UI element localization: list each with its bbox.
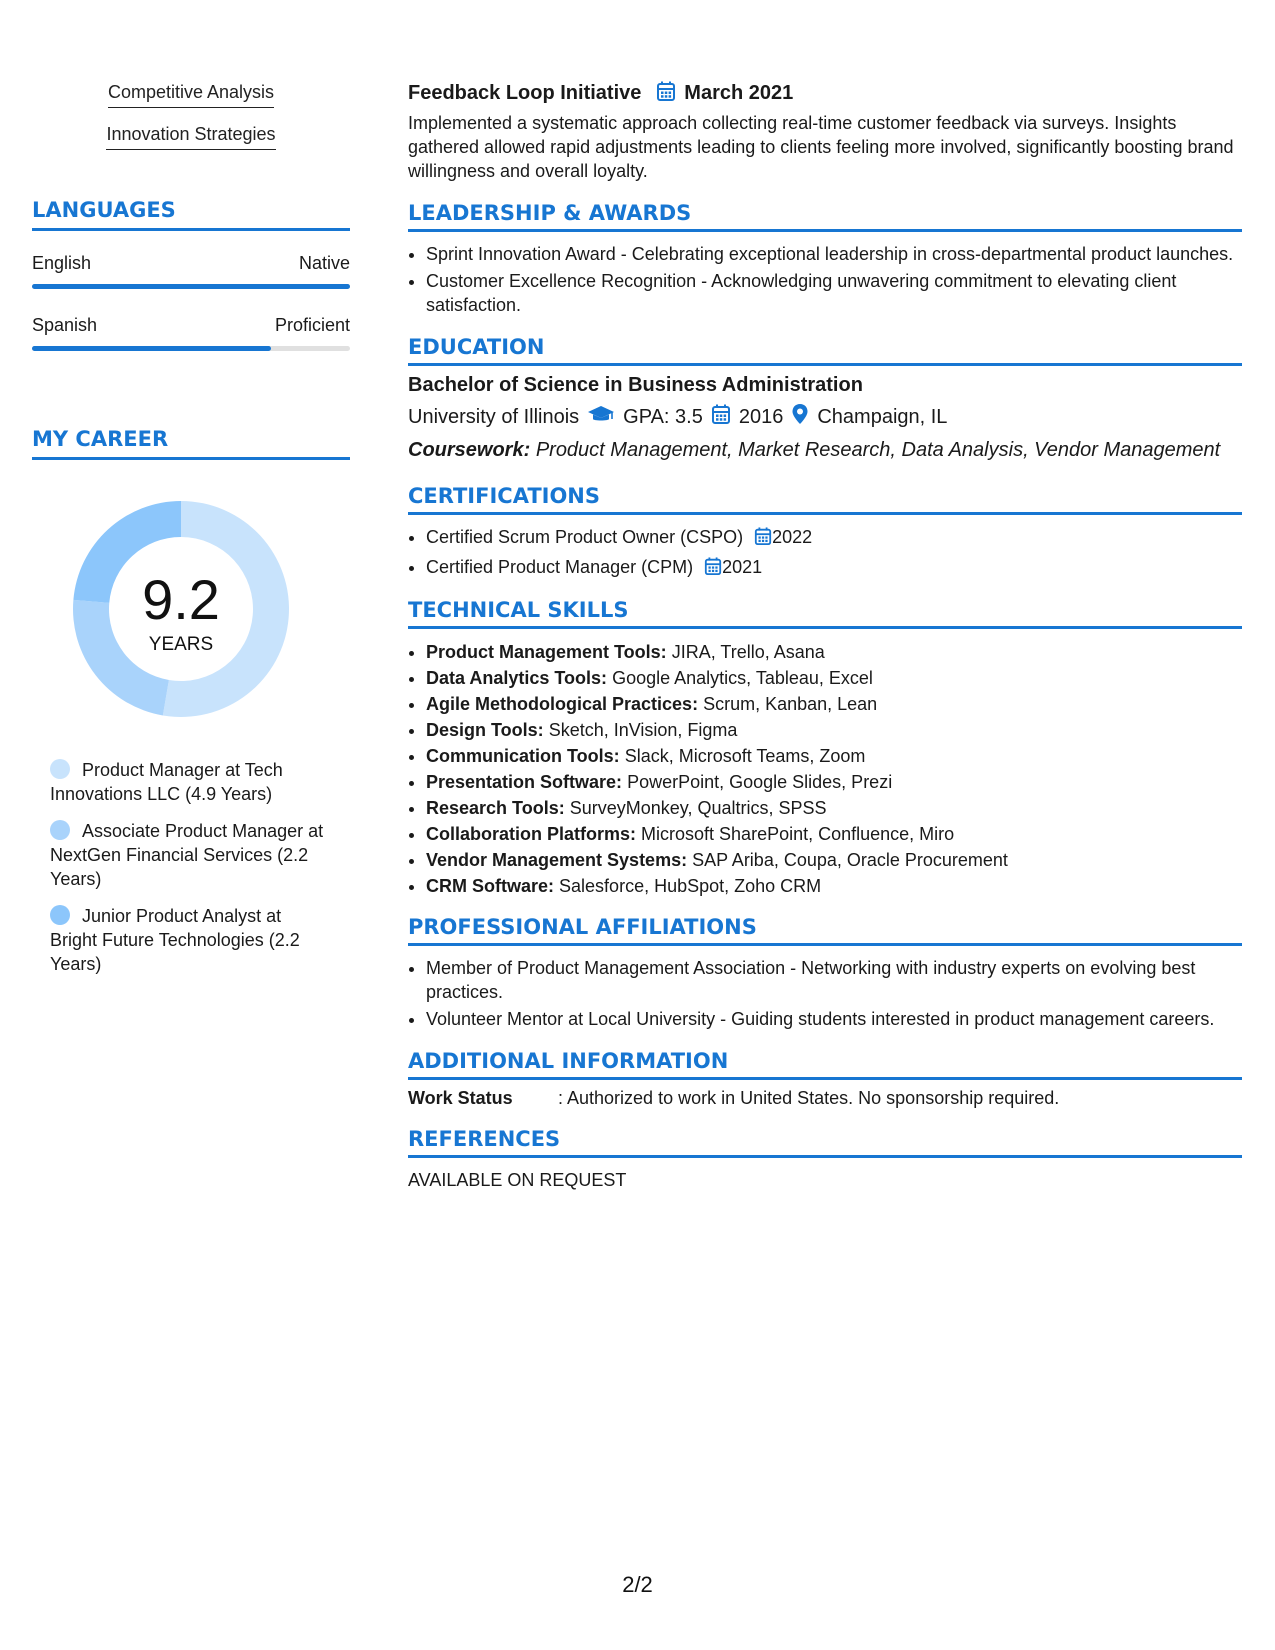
skill-values: Sketch, InVision, Figma — [548, 720, 738, 740]
graduation-year: 2016 — [738, 405, 784, 428]
affiliations-heading: PROFESSIONAL AFFILIATIONS — [408, 915, 1242, 946]
skill-category: Presentation Software: — [426, 772, 623, 792]
map-pin-icon — [791, 403, 809, 431]
education-location: Champaign, IL — [817, 405, 948, 428]
languages-heading: LANGUAGES — [32, 198, 350, 231]
language-level: Native — [298, 253, 350, 273]
certification-name: Certified Scrum Product Owner (CSPO) — [426, 527, 744, 547]
list-item: • Member of Product Management Association - Networking with industry experts on evolving best practices. — [426, 956, 1242, 1004]
references-text: AVAILABLE ON REQUEST — [408, 1170, 627, 1190]
skill-values: Microsoft SharePoint, Confluence, Miro — [641, 824, 955, 844]
skill-item — [426, 769, 1242, 795]
language-proficiency-bar — [32, 346, 350, 351]
career-legend-item — [50, 758, 325, 806]
calendar-icon — [754, 526, 772, 552]
skill-category: CRM Software: — [426, 876, 555, 896]
certification-year: 2021 — [722, 557, 763, 577]
skill-category: Data Analytics Tools: — [426, 668, 608, 688]
page-number: 2/2 — [622, 1572, 653, 1597]
career-heading: MY CAREER — [32, 427, 350, 460]
career-total-years: 9.2 — [142, 568, 220, 631]
language-level: Proficient — [274, 315, 350, 335]
skill-values: Google Analytics, Tableau, Excel — [612, 668, 873, 688]
project-entry — [408, 80, 1242, 183]
skill-item — [426, 665, 1242, 691]
skill-item — [426, 873, 1242, 899]
coursework-list: Product Management, Market Research, Data Analysis, Vendor Management — [535, 439, 1221, 461]
language-item — [32, 253, 350, 289]
skill-tag: Innovation Strategies — [106, 124, 275, 150]
coursework — [408, 439, 1242, 462]
certifications-heading: CERTIFICATIONS — [408, 484, 1242, 515]
calendar-icon — [704, 556, 722, 582]
skill-category: Agile Methodological Practices: — [426, 694, 699, 714]
list-item: • Volunteer Mentor at Local University - Guiding students interested in product management careers. — [426, 1007, 1242, 1031]
skill-category: Research Tools: — [426, 798, 565, 818]
career-role-label: Junior Product Analyst at Bright Future Technologies (2.2 Years) — [50, 906, 300, 974]
language-proficiency-fill — [32, 284, 350, 289]
additional-info-heading: ADDITIONAL INFORMATION — [408, 1049, 1242, 1080]
project-title: Feedback Loop Initiative — [408, 82, 642, 104]
career-donut-chart — [66, 494, 296, 724]
career-role-label: Associate Product Manager at NextGen Financial Services (2.2 Years) — [50, 821, 324, 889]
graduation-cap-icon — [587, 404, 615, 430]
references-heading: REFERENCES — [408, 1127, 1242, 1158]
language-name: Spanish — [32, 315, 98, 335]
skill-values: Scrum, Kanban, Lean — [703, 694, 878, 714]
leadership-heading: LEADERSHIP & AWARDS — [408, 201, 1242, 232]
skill-item — [426, 821, 1242, 847]
list-item — [426, 555, 1242, 582]
list-item — [426, 525, 1242, 552]
skill-item — [426, 743, 1242, 769]
language-name: English — [32, 253, 92, 273]
project-description: Implemented a systematic approach collecting real-time customer feedback via surveys. Insights gathered allowed rapid adjustments leading to clients feeling more involved, significantly boosting brand willingness and overall loyalty. — [408, 113, 1234, 181]
skill-category: Vendor Management Systems: — [426, 850, 688, 870]
skill-item — [426, 847, 1242, 873]
skill-values: PowerPoint, Google Slides, Prezi — [627, 772, 893, 792]
skill-category: Collaboration Platforms: — [426, 824, 637, 844]
skill-tag: Competitive Analysis — [108, 82, 274, 108]
skill-values: SurveyMonkey, Qualtrics, SPSS — [569, 798, 827, 818]
legend-dot — [50, 759, 70, 779]
degree-title: Bachelor of Science in Business Administration — [408, 374, 863, 396]
sidebar — [32, 82, 350, 989]
legend-dot — [50, 820, 70, 840]
technical-skills-heading: TECHNICAL SKILLS — [408, 598, 1242, 629]
legend-dot — [50, 905, 70, 925]
school-name: University of Illinois — [408, 405, 580, 428]
gpa: GPA: 3.5 — [623, 405, 703, 428]
project-date: March 2021 — [684, 82, 794, 104]
language-proficiency-fill — [32, 346, 271, 351]
leadership-list — [408, 242, 1242, 317]
affiliations-list — [408, 956, 1242, 1031]
career-role-label: Product Manager at Tech Innovations LLC (4.9 Years) — [50, 760, 283, 804]
education-heading: EDUCATION — [408, 335, 1242, 366]
certification-year: 2022 — [772, 527, 813, 547]
skill-item — [426, 691, 1242, 717]
education-meta — [408, 403, 1242, 431]
work-status-value: : Authorized to work in United States. No sponsorship required. — [558, 1088, 1060, 1108]
skill-values: Slack, Microsoft Teams, Zoom — [624, 746, 866, 766]
coursework-label: Coursework: — [408, 439, 531, 461]
career-legend-item — [50, 819, 325, 891]
skill-item — [426, 639, 1242, 665]
certification-name: Certified Product Manager (CPM) — [426, 557, 694, 577]
work-status-label: Work Status — [408, 1088, 513, 1108]
calendar-icon — [711, 403, 731, 431]
list-item: • Sprint Innovation Award - Celebrating exceptional leadership in cross-departmental product launches. — [426, 242, 1242, 266]
skill-category: Product Management Tools: — [426, 642, 667, 662]
career-total-unit: YEARS — [148, 634, 214, 655]
career-legend — [50, 758, 325, 976]
technical-skills-list — [408, 639, 1242, 899]
skill-values: SAP Ariba, Coupa, Oracle Procurement — [692, 850, 1008, 870]
certifications-list — [408, 525, 1242, 582]
list-item: • Customer Excellence Recognition - Acknowledging unwavering commitment to elevating client satisfaction. — [426, 269, 1242, 317]
language-proficiency-bar — [32, 284, 350, 289]
skill-category: Design Tools: — [426, 720, 544, 740]
calendar-icon — [656, 80, 676, 107]
skill-item — [426, 795, 1242, 821]
skill-values: JIRA, Trello, Asana — [671, 642, 825, 662]
work-status-row — [408, 1088, 1242, 1109]
skill-category: Communication Tools: — [426, 746, 620, 766]
career-legend-item — [50, 904, 325, 976]
main-column — [408, 80, 1242, 1192]
skill-item — [426, 717, 1242, 743]
language-item — [32, 315, 350, 351]
skill-values: Salesforce, HubSpot, Zoho CRM — [559, 876, 822, 896]
